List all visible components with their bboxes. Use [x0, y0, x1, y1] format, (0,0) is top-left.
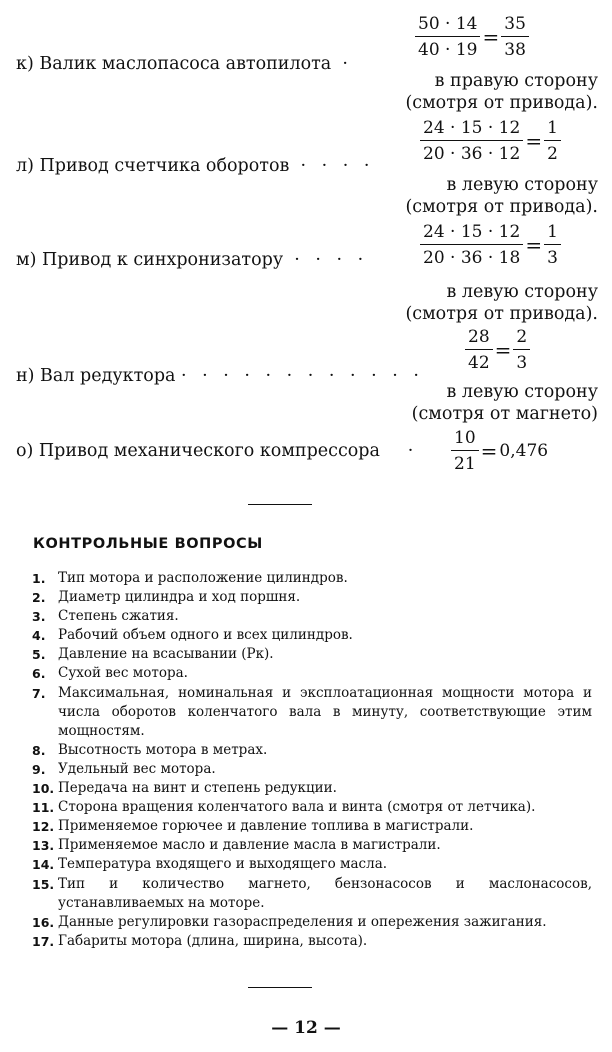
direction-m — [405, 281, 598, 325]
question-number: 4. — [32, 628, 46, 644]
question-item — [32, 836, 592, 855]
question-number: 16. — [32, 914, 55, 930]
numerator: 24 · 15 · 12 — [420, 118, 523, 141]
direction-line: в правую сторону — [434, 71, 598, 91]
question-text: Давление на всасывании (Pк). — [58, 646, 274, 663]
question-text: Тип мотора и расположение цилиндров. — [58, 570, 348, 586]
question-text: Диаметр цилиндра и ход поршня. — [58, 589, 301, 606]
question-text: Тип и количество магнето, бензонасосов и маслонасосов, устанавливаемых на моторе. — [58, 875, 592, 911]
result-value: 0,476 — [499, 441, 549, 461]
question-item — [32, 913, 592, 932]
question-number: 2. — [32, 590, 46, 606]
question-item — [32, 588, 592, 607]
fraction-k — [415, 14, 529, 60]
question-text: Сторона вращения коленчатого вала и винта (смотря от летчика). — [58, 799, 536, 816]
question-number: 12. — [32, 819, 55, 835]
entry-text: о) Привод механического компрессора — [16, 441, 380, 461]
direction-k — [405, 70, 598, 114]
question-item — [32, 569, 592, 588]
leader-dots: · · · · — [300, 156, 375, 176]
result-numerator: 1 — [544, 222, 561, 245]
section-divider — [248, 504, 312, 505]
question-list — [32, 569, 592, 951]
result-numerator: 35 — [501, 14, 529, 37]
direction-line: (смотря от привода). — [405, 93, 598, 113]
equals-sign: = — [525, 129, 543, 153]
direction-line: (смотря от магнето) — [411, 404, 598, 424]
question-text: Габариты мотора (длина, ширина, высота). — [58, 932, 368, 949]
question-item — [32, 932, 592, 951]
direction-line: (смотря от привода). — [405, 197, 598, 217]
result-numerator: 1 — [544, 118, 561, 141]
denominator: 42 — [468, 353, 490, 373]
question-number: 1. — [32, 571, 46, 586]
fraction-m — [420, 222, 561, 268]
question-number: 3. — [32, 609, 46, 625]
entry-label-o — [16, 441, 418, 461]
entry-text: м) Привод к синхронизатору — [16, 250, 284, 270]
question-text: Применяемое горючее и давление топлива в магистрали. — [58, 818, 474, 835]
equals-sign: = — [482, 25, 500, 49]
direction-line: в левую сторону — [446, 282, 598, 302]
question-item — [32, 664, 592, 683]
page-number: — 12 — — [271, 1018, 341, 1038]
question-item — [32, 798, 592, 817]
numerator: 10 — [451, 428, 479, 451]
entry-label-k — [16, 54, 353, 74]
question-number: 14. — [32, 857, 55, 873]
question-number: 15. — [32, 876, 55, 892]
leader-dots: · · · · — [294, 250, 369, 270]
question-number: 6. — [32, 666, 46, 682]
question-text: Применяемое масло и давление масла в магистрали. — [58, 837, 441, 854]
question-item — [32, 760, 592, 779]
leader-dots: · — [342, 54, 353, 74]
question-item — [32, 626, 592, 645]
question-item — [32, 684, 592, 741]
leader-dots: · · · · · · · · · · · · — [181, 366, 424, 386]
question-item — [32, 645, 592, 664]
entry-text: к) Валик маслопасоса автопилота — [16, 54, 332, 74]
question-text: Сухой вес мотора. — [58, 665, 188, 682]
numerator: 24 · 15 · 12 — [420, 222, 523, 245]
question-item — [32, 817, 592, 836]
equals-sign: = — [494, 338, 512, 362]
denominator: 20 · 36 · 18 — [423, 248, 521, 268]
question-number: 8. — [32, 742, 46, 758]
question-item — [32, 779, 592, 798]
result-denominator: 3 — [547, 248, 558, 268]
fraction-l — [420, 118, 561, 164]
direction-n — [412, 381, 598, 425]
question-number: 9. — [32, 761, 46, 777]
question-item — [32, 875, 592, 913]
fraction-o — [451, 428, 548, 474]
bottom-divider — [248, 987, 312, 988]
direction-l — [405, 174, 598, 218]
denominator: 40 · 19 — [418, 40, 478, 60]
question-number: 5. — [32, 647, 46, 663]
equals-sign: = — [480, 439, 498, 463]
question-number: 7. — [32, 685, 46, 701]
section-title: КОНТРОЛЬНЫЕ ВОПРОСЫ — [33, 536, 263, 552]
entry-text: л) Привод счетчика оборотов — [16, 156, 290, 176]
question-text: Степень сжатия. — [58, 608, 179, 625]
question-number: 13. — [32, 838, 55, 854]
question-text: Максимальная, номинальная и эксплоатационная мощности мотора и числа оборотов коленчатого вала в минуту, соответствующие этим мощностям. — [58, 684, 592, 739]
equals-sign: = — [525, 233, 543, 257]
result-denominator: 38 — [504, 40, 526, 60]
question-text: Данные регулировки газораспределения и опережения зажигания. — [58, 913, 547, 930]
denominator: 21 — [454, 454, 476, 474]
question-number: 11. — [32, 800, 55, 816]
question-number: 17. — [32, 933, 55, 949]
denominator: 20 · 36 · 12 — [423, 144, 521, 164]
direction-line: в левую сторону — [446, 175, 598, 195]
question-item — [32, 607, 592, 626]
direction-line: в левую сторону — [446, 382, 598, 402]
question-text: Высотность мотора в метрах. — [58, 741, 268, 758]
question-text: Передача на винт и степень редукции. — [58, 780, 337, 797]
fraction-n — [465, 327, 530, 373]
numerator: 50 · 14 — [415, 14, 480, 37]
numerator: 28 — [465, 327, 493, 350]
question-number: 10. — [32, 781, 55, 797]
entry-label-m — [16, 250, 368, 270]
entry-label-n — [16, 366, 424, 386]
question-text: Удельный вес мотора. — [58, 760, 216, 777]
question-item — [32, 855, 592, 874]
question-text: Температура входящего и выходящего масла. — [58, 856, 388, 873]
entry-text: н) Вал редуктора — [16, 366, 176, 386]
result-denominator: 3 — [516, 353, 528, 373]
question-text: Рабочий объем одного и всех цилиндров. — [58, 627, 353, 644]
direction-line: (смотря от привода). — [405, 304, 598, 324]
leader-dots: · — [407, 441, 419, 461]
result-denominator: 2 — [547, 144, 558, 164]
entry-label-l — [16, 156, 374, 176]
result-numerator: 2 — [513, 327, 530, 350]
question-item — [32, 741, 592, 760]
